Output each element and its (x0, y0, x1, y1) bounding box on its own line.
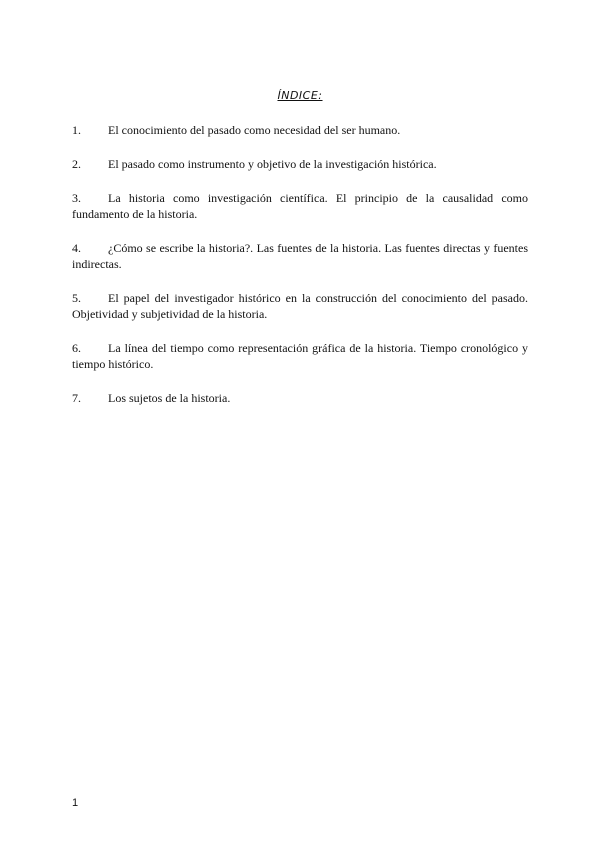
item-text: El conocimiento del pasado como necesidad del ser humano. (108, 123, 401, 137)
item-number: 2. (72, 157, 81, 171)
list-item (72, 340, 528, 372)
item-number: 6. (72, 341, 81, 355)
item-number: 5. (72, 291, 81, 305)
list-item (72, 190, 528, 222)
list-item (72, 240, 528, 272)
list-item (72, 390, 528, 406)
page-number: 1 (72, 797, 79, 809)
item-text: El pasado como instrumento y objetivo de la investigación histórica. (108, 157, 437, 171)
list-item (72, 156, 528, 172)
item-text: ¿Cómo se escribe la historia?. Las fuentes de la historia. Las fuentes directas y fuentes indirectas. (72, 241, 528, 271)
item-number: 1. (72, 123, 81, 137)
index-list (72, 122, 528, 424)
item-text: La línea del tiempo como representación gráfica de la historia. Tiempo cronológico y tiempo histórico. (72, 341, 528, 371)
item-text: La historia como investigación científica. El principio de la causalidad como fundamento de la historia. (72, 191, 528, 221)
item-number: 4. (72, 241, 81, 255)
list-item (72, 290, 528, 322)
item-number: 3. (72, 191, 81, 205)
item-number: 7. (72, 391, 81, 405)
page-title: ÍNDICE: (277, 89, 323, 102)
item-text: El papel del investigador histórico en la construcción del conocimiento del pasado. Objetividad y subjetividad de la historia. (72, 291, 528, 321)
list-item (72, 122, 528, 138)
item-text: Los sujetos de la historia. (108, 391, 231, 405)
